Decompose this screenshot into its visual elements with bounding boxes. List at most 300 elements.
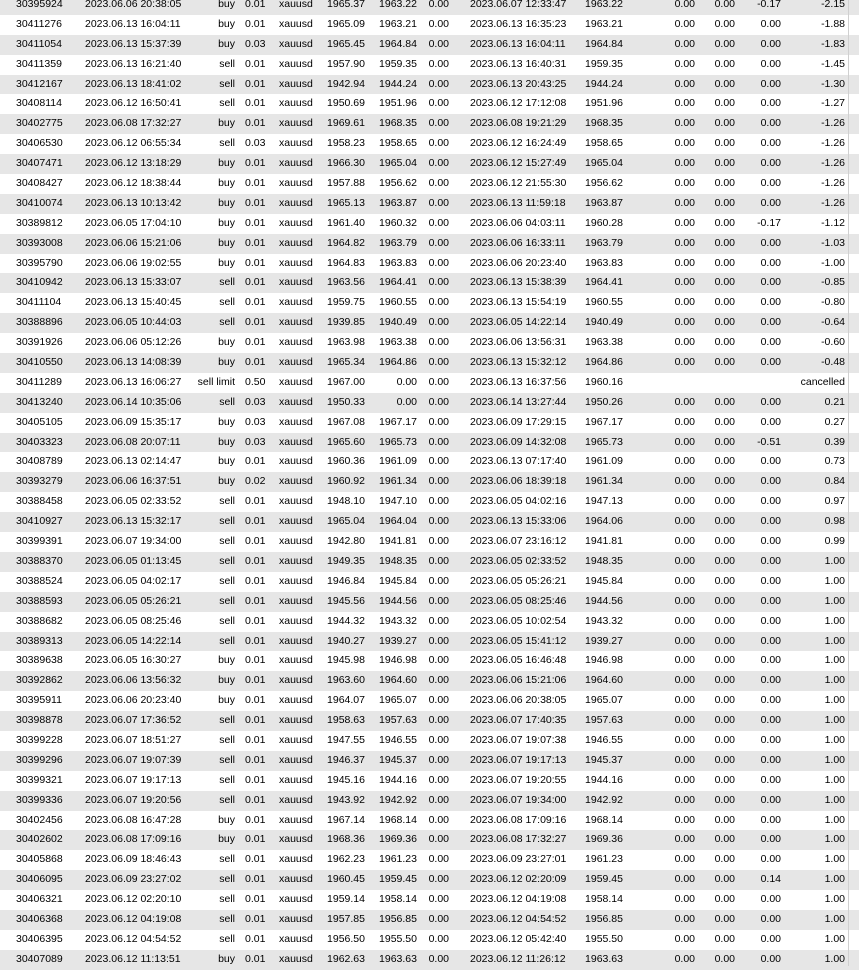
cell-symbol: xauusd [279, 236, 313, 249]
table-row[interactable] [0, 114, 859, 134]
cell-taxes: 0.00 [714, 554, 735, 567]
table-row[interactable] [0, 671, 859, 691]
cell-close-time: 2023.06.06 04:03:11 [470, 216, 566, 229]
cell-open-time: 2023.06.13 15:40:45 [85, 296, 182, 309]
cell-symbol: xauusd [279, 912, 313, 925]
cell-open-price: 1950.69 [327, 97, 365, 110]
cell-stop-loss: 1946.55 [379, 733, 417, 746]
cell-close-price: 1948.35 [585, 554, 623, 567]
cell-close-time: 2023.06.06 18:39:18 [470, 475, 567, 488]
cell-size: 0.03 [245, 435, 266, 448]
cell-taxes: 0.00 [714, 753, 735, 766]
cell-close-time: 2023.06.12 04:54:52 [470, 912, 567, 925]
cell-taxes: 0.00 [714, 17, 735, 30]
cell-type: buy [218, 455, 235, 468]
cell-ticket: 30393008 [16, 236, 63, 249]
cell-profit: 0.73 [824, 455, 845, 468]
cell-size: 0.01 [245, 336, 266, 349]
cell-profit: 1.00 [824, 714, 845, 727]
table-row[interactable] [0, 552, 859, 572]
cell-commission: 0.00 [674, 455, 695, 468]
cell-open-time: 2023.06.06 13:56:32 [85, 674, 182, 687]
cell-open-price: 1965.37 [327, 0, 365, 10]
cell-open-time: 2023.06.12 16:50:41 [85, 97, 182, 110]
cell-take-profit: 0.00 [428, 256, 449, 269]
cell-commission: 0.00 [674, 17, 695, 30]
cell-close-price: 1940.49 [585, 316, 623, 329]
cell-size: 0.01 [245, 157, 266, 170]
table-row[interactable] [0, 691, 859, 711]
cell-close-time: 2023.06.05 08:25:46 [470, 594, 567, 607]
cell-take-profit: 0.00 [428, 97, 449, 110]
table-row[interactable] [0, 612, 859, 632]
cell-close-time: 2023.06.07 23:16:12 [470, 535, 567, 548]
cell-profit: 1.00 [824, 674, 845, 687]
cell-commission: 0.00 [674, 97, 695, 110]
cell-size: 0.01 [245, 0, 266, 10]
cell-stop-loss: 1964.84 [379, 37, 417, 50]
cell-symbol: xauusd [279, 694, 313, 707]
cell-profit: 1.00 [824, 654, 845, 667]
cell-size: 0.01 [245, 932, 266, 945]
cell-open-price: 1968.36 [327, 833, 365, 846]
cell-open-time: 2023.06.08 17:32:27 [85, 117, 182, 130]
table-row[interactable] [0, 393, 859, 413]
cell-symbol: xauusd [279, 833, 313, 846]
cell-profit: 0.39 [824, 435, 845, 448]
cell-symbol: xauusd [279, 356, 313, 369]
table-row[interactable] [0, 293, 859, 313]
cell-symbol: xauusd [279, 256, 313, 269]
cell-stop-loss: 1964.41 [379, 276, 417, 289]
cell-close-price: 1963.22 [585, 0, 623, 10]
cell-open-time: 2023.06.05 02:33:52 [85, 495, 182, 508]
table-row[interactable] [0, 532, 859, 552]
cell-close-time: 2023.06.13 15:32:12 [470, 356, 567, 369]
cell-symbol: xauusd [279, 216, 313, 229]
cell-taxes: 0.00 [714, 0, 735, 10]
table-row[interactable] [0, 313, 859, 333]
cell-close-price: 1960.28 [585, 216, 623, 229]
cell-take-profit: 0.00 [428, 554, 449, 567]
cell-taxes: 0.00 [714, 316, 735, 329]
cell-stop-loss: 1963.63 [379, 952, 417, 965]
cell-type: sell [219, 733, 235, 746]
cell-close-price: 1968.35 [585, 117, 623, 130]
cell-swap: 0.00 [760, 196, 781, 209]
table-row[interactable] [0, 850, 859, 870]
cell-close-price: 1964.06 [585, 515, 623, 528]
cell-open-price: 1958.23 [327, 137, 365, 150]
cell-type: buy [218, 356, 235, 369]
table-row[interactable] [0, 632, 859, 652]
table-row[interactable] [0, 512, 859, 532]
cell-taxes: 0.00 [714, 773, 735, 786]
cell-size: 0.01 [245, 236, 266, 249]
cell-profit: 1.00 [824, 893, 845, 906]
cell-profit: 1.00 [824, 873, 845, 886]
cell-profit: -1.03 [821, 236, 845, 249]
cell-commission: 0.00 [674, 216, 695, 229]
cell-commission: 0.00 [674, 117, 695, 130]
table-row[interactable] [0, 214, 859, 234]
cell-symbol: xauusd [279, 137, 313, 150]
table-row[interactable] [0, 731, 859, 751]
table-row[interactable] [0, 234, 859, 254]
table-row[interactable] [0, 751, 859, 771]
cell-commission: 0.00 [674, 157, 695, 170]
cell-symbol: xauusd [279, 435, 313, 448]
cell-close-time: 2023.06.12 15:27:49 [470, 157, 567, 170]
cell-close-time: 2023.06.13 15:38:39 [470, 276, 567, 289]
cell-profit: 1.00 [824, 773, 845, 786]
cell-swap: 0.00 [760, 932, 781, 945]
cell-take-profit: 0.00 [428, 893, 449, 906]
table-row[interactable] [0, 273, 859, 293]
cell-open-price: 1969.61 [327, 117, 365, 130]
cell-size: 0.01 [245, 833, 266, 846]
cell-close-time: 2023.06.12 05:42:40 [470, 932, 567, 945]
cell-take-profit: 0.00 [428, 932, 449, 945]
cell-type: buy [218, 435, 235, 448]
cell-profit: 1.00 [824, 594, 845, 607]
table-row[interactable] [0, 353, 859, 373]
cell-swap: 0.00 [760, 614, 781, 627]
cell-taxes: 0.00 [714, 495, 735, 508]
cell-close-price: 1960.16 [585, 375, 623, 388]
cell-commission: 0.00 [674, 833, 695, 846]
cell-stop-loss: 1956.85 [379, 912, 417, 925]
cell-close-time: 2023.06.05 15:41:12 [470, 634, 567, 647]
table-row[interactable] [0, 472, 859, 492]
cell-open-time: 2023.06.05 10:44:03 [85, 316, 182, 329]
cell-close-time: 2023.06.05 10:02:54 [470, 614, 567, 627]
cell-profit: 0.99 [824, 535, 845, 548]
cell-commission: 0.00 [674, 77, 695, 90]
cell-swap: 0.00 [760, 316, 781, 329]
cell-ticket: 30407471 [16, 157, 63, 170]
table-row[interactable] [0, 35, 859, 55]
cell-size: 0.01 [245, 694, 266, 707]
cell-close-price: 1964.41 [585, 276, 623, 289]
cell-stop-loss: 1945.37 [379, 753, 417, 766]
cell-open-price: 1964.07 [327, 694, 365, 707]
cell-type: buy [218, 236, 235, 249]
cell-ticket: 30391926 [16, 336, 63, 349]
cell-take-profit: 0.00 [428, 912, 449, 925]
cell-ticket: 30395790 [16, 256, 63, 269]
cell-profit: 1.00 [824, 733, 845, 746]
cell-profit: 0.21 [824, 395, 845, 408]
table-row[interactable] [0, 950, 859, 970]
cell-size: 0.01 [245, 634, 266, 647]
cell-commission: 0.00 [674, 336, 695, 349]
cell-stop-loss: 1965.04 [379, 157, 417, 170]
table-row[interactable] [0, 55, 859, 75]
cell-size: 0.01 [245, 97, 266, 110]
table-row[interactable] [0, 413, 859, 433]
cell-size: 0.03 [245, 137, 266, 150]
cell-open-time: 2023.06.06 20:23:40 [85, 694, 182, 707]
cell-stop-loss: 1959.45 [379, 873, 417, 886]
cell-commission: 0.00 [674, 236, 695, 249]
cell-stop-loss: 1963.83 [379, 256, 417, 269]
cell-type: buy [218, 17, 235, 30]
cell-close-price: 1941.81 [585, 535, 623, 548]
cell-close-time: 2023.06.07 17:40:35 [470, 714, 567, 727]
cell-close-price: 1969.36 [585, 833, 623, 846]
cell-commission: 0.00 [674, 952, 695, 965]
cell-close-time: 2023.06.05 16:46:48 [470, 654, 567, 667]
cell-open-price: 1965.60 [327, 435, 365, 448]
cell-size: 0.01 [245, 196, 266, 209]
cell-open-time: 2023.06.07 17:36:52 [85, 714, 182, 727]
cell-open-price: 1957.85 [327, 912, 365, 925]
cell-close-time: 2023.06.13 16:37:56 [470, 375, 567, 388]
cell-commission: 0.00 [674, 813, 695, 826]
cell-type: sell [219, 893, 235, 906]
table-row[interactable] [0, 174, 859, 194]
cell-ticket: 30395911 [16, 694, 62, 707]
cell-ticket: 30388682 [16, 614, 63, 627]
cell-type: buy [218, 674, 235, 687]
cell-open-time: 2023.06.09 23:27:02 [85, 873, 182, 886]
cell-symbol: xauusd [279, 157, 313, 170]
cell-open-price: 1956.50 [327, 932, 365, 945]
cell-size: 0.01 [245, 77, 266, 90]
cell-take-profit: 0.00 [428, 216, 449, 229]
table-row[interactable] [0, 15, 859, 35]
cell-stop-loss: 1959.35 [379, 57, 417, 70]
cell-close-price: 1944.16 [585, 773, 623, 786]
cell-ticket: 30406368 [16, 912, 63, 925]
table-row[interactable] [0, 572, 859, 592]
cell-stop-loss: 1961.23 [379, 853, 417, 866]
cell-profit: 1.00 [824, 952, 845, 965]
cell-taxes: 0.00 [714, 196, 735, 209]
table-row[interactable] [0, 134, 859, 154]
cell-stop-loss: 1944.16 [379, 773, 417, 786]
cell-open-time: 2023.06.13 15:32:17 [85, 515, 182, 528]
table-row[interactable] [0, 154, 859, 174]
cell-taxes: 0.00 [714, 912, 735, 925]
cell-close-time: 2023.06.05 05:26:21 [470, 574, 567, 587]
cell-open-price: 1947.55 [327, 733, 365, 746]
table-row[interactable] [0, 811, 859, 831]
cell-swap: 0.00 [760, 37, 781, 50]
cell-profit: -1.27 [821, 97, 845, 110]
cell-take-profit: 0.00 [428, 236, 449, 249]
cell-close-price: 1947.13 [585, 495, 623, 508]
cell-symbol: xauusd [279, 515, 313, 528]
cell-swap: 0.00 [760, 296, 781, 309]
cell-close-price: 1956.85 [585, 912, 623, 925]
cell-type: sell [219, 912, 235, 925]
cell-open-price: 1942.94 [327, 77, 365, 90]
cell-symbol: xauusd [279, 654, 313, 667]
cell-commission: 0.00 [674, 0, 695, 10]
cell-open-time: 2023.06.07 19:20:56 [85, 793, 182, 806]
table-row[interactable] [0, 930, 859, 950]
cell-ticket: 30405868 [16, 853, 63, 866]
cell-ticket: 30406095 [16, 873, 63, 886]
cell-open-time: 2023.06.12 11:13:51 [85, 952, 181, 965]
cell-open-time: 2023.06.14 10:35:06 [85, 395, 182, 408]
cell-ticket: 30410074 [16, 196, 63, 209]
cell-type: sell [219, 97, 235, 110]
table-row[interactable] [0, 492, 859, 512]
cell-taxes: 0.00 [714, 37, 735, 50]
cell-close-price: 1946.98 [585, 654, 623, 667]
table-row[interactable] [0, 254, 859, 274]
cell-stop-loss: 1960.32 [379, 216, 417, 229]
cell-symbol: xauusd [279, 674, 313, 687]
cell-symbol: xauusd [279, 316, 313, 329]
cell-type: sell [219, 316, 235, 329]
cell-take-profit: 0.00 [428, 694, 449, 707]
cell-type: buy [218, 256, 235, 269]
cell-close-time: 2023.06.06 15:21:06 [470, 674, 567, 687]
table-row[interactable] [0, 94, 859, 114]
cell-stop-loss: 1969.36 [379, 833, 417, 846]
cell-close-price: 1958.65 [585, 137, 623, 150]
cell-symbol: xauusd [279, 733, 313, 746]
cell-taxes: 0.00 [714, 674, 735, 687]
table-row[interactable] [0, 711, 859, 731]
cell-ticket: 30388524 [16, 574, 63, 587]
cell-taxes: 0.00 [714, 614, 735, 627]
cell-profit: -1.26 [821, 117, 845, 130]
cell-taxes: 0.00 [714, 893, 735, 906]
cell-open-price: 1963.60 [327, 674, 365, 687]
cell-symbol: xauusd [279, 554, 313, 567]
cell-stop-loss: 1964.86 [379, 356, 417, 369]
cell-taxes: 0.00 [714, 97, 735, 110]
table-row[interactable] [0, 870, 859, 890]
cell-type: buy [218, 694, 235, 707]
cell-open-price: 1942.80 [327, 535, 365, 548]
cell-close-time: 2023.06.06 16:33:11 [470, 236, 566, 249]
cell-take-profit: 0.00 [428, 57, 449, 70]
cell-taxes: 0.00 [714, 236, 735, 249]
cell-close-time: 2023.06.13 11:59:18 [470, 196, 566, 209]
cell-close-price: 1968.14 [585, 813, 623, 826]
cell-profit: 1.00 [824, 853, 845, 866]
cell-commission: 0.00 [674, 196, 695, 209]
cell-size: 0.01 [245, 873, 266, 886]
cell-open-price: 1967.08 [327, 415, 365, 428]
cell-take-profit: 0.00 [428, 336, 449, 349]
cell-close-time: 2023.06.09 17:29:15 [470, 415, 567, 428]
table-row[interactable] [0, 890, 859, 910]
cell-symbol: xauusd [279, 336, 313, 349]
table-row[interactable] [0, 791, 859, 811]
cell-stop-loss: 1943.32 [379, 614, 417, 627]
cell-close-price: 1959.35 [585, 57, 623, 70]
cell-profit: 0.97 [824, 495, 845, 508]
table-row[interactable] [0, 433, 859, 453]
cell-open-price: 1958.63 [327, 714, 365, 727]
cell-type: buy [218, 196, 235, 209]
cell-open-time: 2023.06.07 18:51:27 [85, 733, 182, 746]
table-row[interactable] [0, 373, 859, 393]
table-row[interactable] [0, 333, 859, 353]
cell-symbol: xauusd [279, 634, 313, 647]
cell-type: buy [218, 216, 235, 229]
cell-commission: 0.00 [674, 594, 695, 607]
table-row[interactable] [0, 771, 859, 791]
cell-close-time: 2023.06.05 02:33:52 [470, 554, 567, 567]
cell-ticket: 30408427 [16, 177, 63, 190]
cell-taxes: 0.00 [714, 395, 735, 408]
cell-stop-loss: 1958.14 [379, 893, 417, 906]
cell-close-price: 1965.04 [585, 157, 623, 170]
table-row[interactable] [0, 651, 859, 671]
cell-commission: 0.00 [674, 475, 695, 488]
table-row[interactable] [0, 452, 859, 472]
table-row[interactable] [0, 910, 859, 930]
cell-close-price: 1961.23 [585, 853, 623, 866]
cell-commission: 0.00 [674, 395, 695, 408]
cell-open-price: 1945.16 [327, 773, 365, 786]
cell-ticket: 30413240 [16, 395, 63, 408]
cell-profit: cancelled [800, 375, 845, 388]
table-row[interactable] [0, 0, 859, 15]
table-row[interactable] [0, 194, 859, 214]
cell-taxes: 0.00 [714, 634, 735, 647]
cell-stop-loss: 1960.55 [379, 296, 417, 309]
cell-open-time: 2023.06.06 05:12:26 [85, 336, 182, 349]
cell-open-price: 1965.45 [327, 37, 365, 50]
cell-stop-loss: 1955.50 [379, 932, 417, 945]
cell-swap: 0.00 [760, 733, 781, 746]
cell-symbol: xauusd [279, 614, 313, 627]
cell-size: 0.01 [245, 574, 266, 587]
cell-size: 0.01 [245, 216, 266, 229]
cell-profit: -2.15 [821, 0, 845, 10]
table-row[interactable] [0, 592, 859, 612]
table-row[interactable] [0, 75, 859, 95]
cell-close-time: 2023.06.06 20:23:40 [470, 256, 567, 269]
cell-type: buy [218, 0, 235, 10]
cell-take-profit: 0.00 [428, 196, 449, 209]
cell-swap: 0.00 [760, 77, 781, 90]
table-row[interactable] [0, 830, 859, 850]
cell-swap: 0.00 [760, 535, 781, 548]
cell-stop-loss: 1965.73 [379, 435, 417, 448]
cell-swap: 0.00 [760, 117, 781, 130]
cell-size: 0.01 [245, 177, 266, 190]
cell-type: sell [219, 753, 235, 766]
cell-take-profit: 0.00 [428, 375, 449, 388]
cell-ticket: 30408789 [16, 455, 63, 468]
cell-type: sell [219, 276, 235, 289]
cell-size: 0.01 [245, 793, 266, 806]
cell-take-profit: 0.00 [428, 435, 449, 448]
cell-close-price: 1965.73 [585, 435, 623, 448]
cell-taxes: 0.00 [714, 117, 735, 130]
cell-symbol: xauusd [279, 853, 313, 866]
cell-type: buy [218, 37, 235, 50]
cell-close-time: 2023.06.12 11:26:12 [470, 952, 566, 965]
cell-taxes: 0.00 [714, 932, 735, 945]
cell-close-time: 2023.06.09 23:27:01 [470, 853, 567, 866]
cell-take-profit: 0.00 [428, 495, 449, 508]
cell-swap: 0.00 [760, 714, 781, 727]
cell-profit: 1.00 [824, 554, 845, 567]
cell-swap: 0.00 [760, 455, 781, 468]
cell-open-time: 2023.06.05 04:02:17 [85, 574, 182, 587]
